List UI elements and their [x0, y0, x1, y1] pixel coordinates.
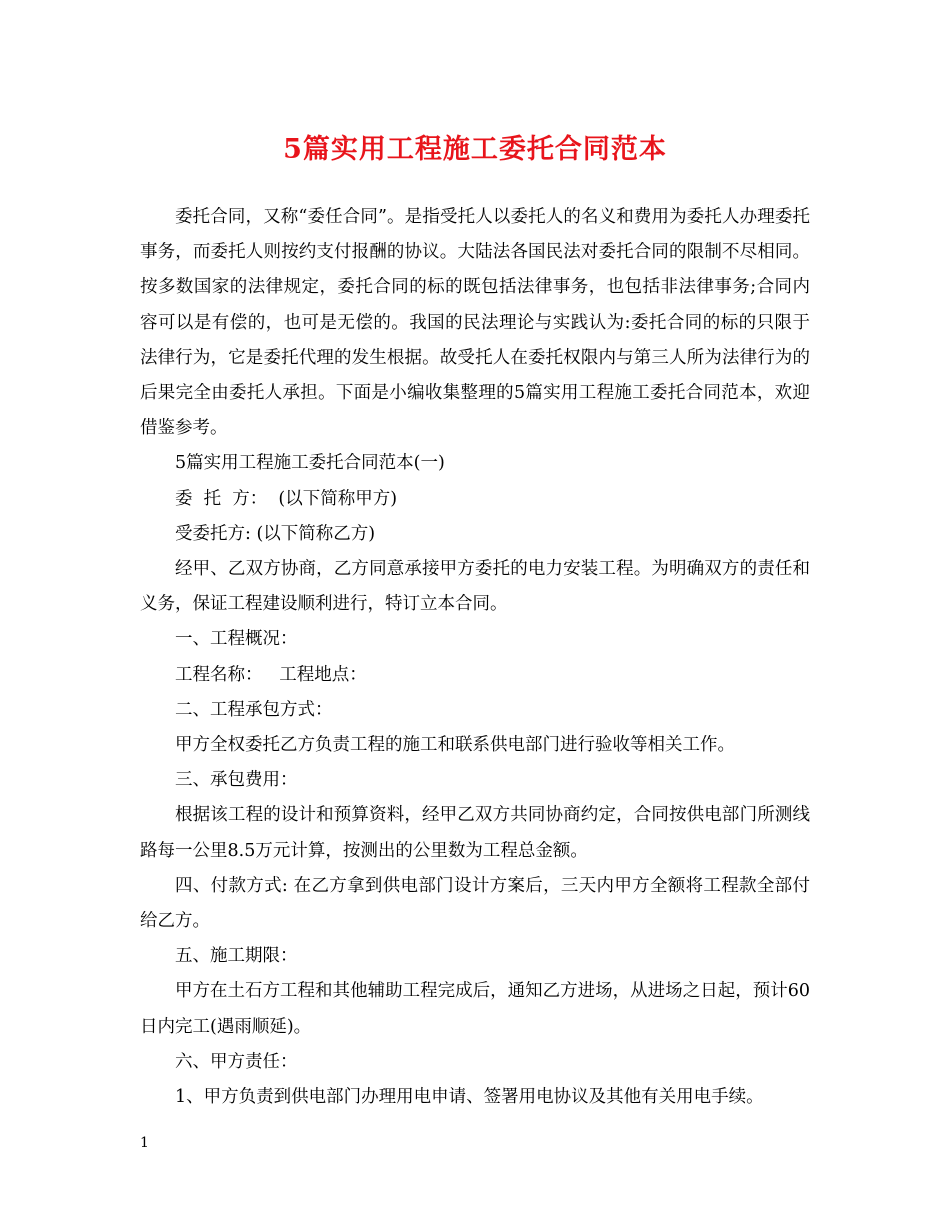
paragraph-agreement: 经甲、乙双方协商，乙方同意承接甲方委托的电力安装工程。为明确双方的责任和义务，保证工程建设顺利进行，特订立本合同。: [140, 559, 810, 615]
paragraph-project-name-location: 工程名称： 工程地点：: [175, 664, 367, 685]
section-heading-contract-method: 二、工程承包方式：: [175, 699, 333, 720]
paragraph-intro: 委托合同，又称“委任合同”。是指受托人以委托人的名义和费用为委托人办理委托事务，而委托人则按约支付报酬的协议。大陆法各国民法对委托合同的限制不尽相同。按多数国家的法律规定，委托合同的标的既包括法律事务，也包括非法律事务;合同内容可以是有偿的，也可是无偿的。我国的民法理论与实践认为:委托合同的标的只限于法律行为，它是委托代理的发生根据。故受托人在委托权限内与第三人所为法律行为的后果完全由委托人承担。下面是小编收集整理的5篇实用工程施工委托合同范本，欢迎借鉴参考。: [140, 207, 810, 439]
paragraph-client: 委 托 方： (以下简称甲方): [175, 488, 398, 509]
paragraph-contract-heading: 5篇实用工程施工委托合同范本(一): [175, 453, 445, 474]
document-title: 5篇实用工程施工委托合同范本: [283, 134, 667, 165]
paragraph-payment: 四、付款方式: 在乙方拿到供电部门设计方案后，三天内甲方全额将工程款全部付给乙方。: [140, 875, 810, 932]
section-heading-party-a-duties: 六、甲方责任：: [175, 1051, 298, 1072]
page-number: 1: [140, 1135, 149, 1151]
section-heading-schedule: 五、施工期限：: [175, 946, 298, 967]
section-heading-fees: 三、承包费用：: [175, 770, 298, 791]
paragraph-contractor: 受委托方: (以下简称乙方): [175, 523, 376, 544]
document-body: [140, 200, 810, 1115]
paragraph-party-a-duty-1: 1、甲方负责到供电部门办理用电申请、签署用电协议及其他有关用电手续。: [175, 1087, 764, 1108]
section-heading-overview: 一、工程概况：: [175, 629, 298, 650]
paragraph-schedule: 甲方在土石方工程和其他辅助工程完成后，通知乙方进场，从进场之日起，预计60日内完工(遇雨顺延)。: [140, 981, 810, 1037]
paragraph-fees: 根据该工程的设计和预算资料，经甲乙双方共同协商约定，合同按供电部门所测线路每一公里8.5万元计算，按测出的公里数为工程总金额。: [140, 805, 810, 861]
paragraph-contract-method: 甲方全权委托乙方负责工程的施工和联系供电部门进行验收等相关工作。: [175, 735, 735, 756]
